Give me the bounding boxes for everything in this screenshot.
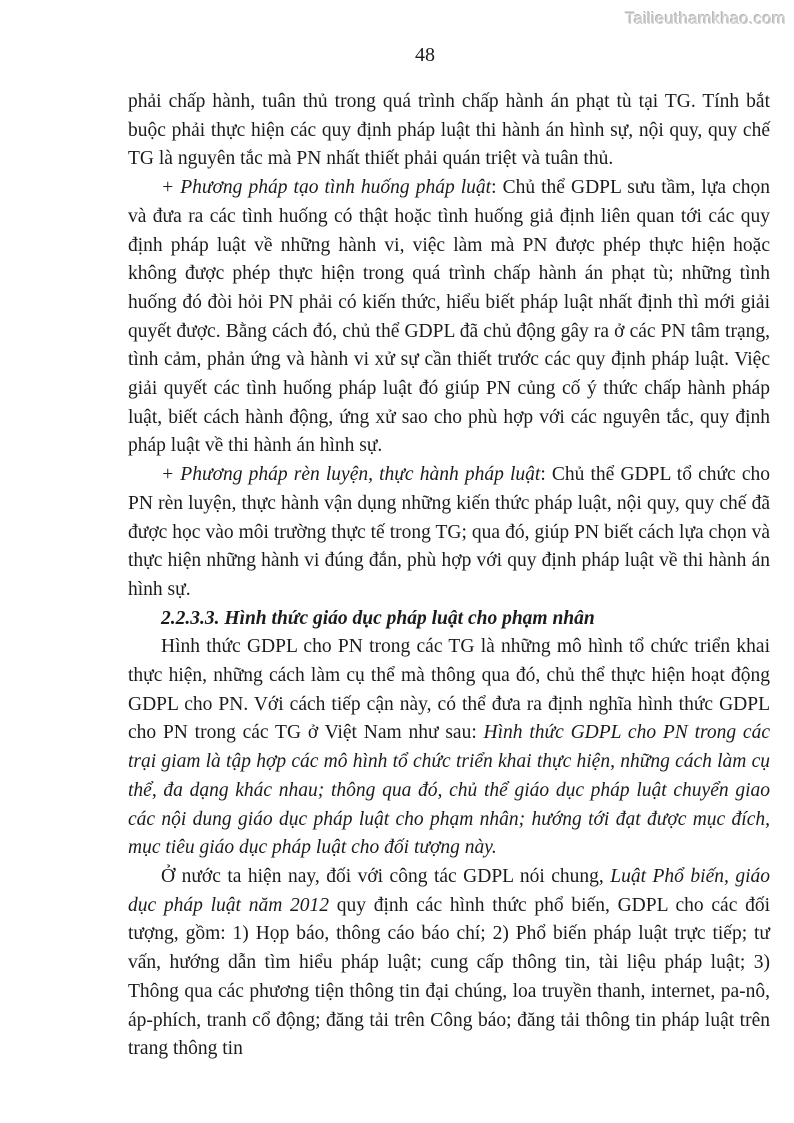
text-run: Hình thức GDPL cho PN trong các TG là những mô hình tổ chức triển khai thực hiện, những cách làm cụ thể mà thông qua đó, chủ thể thực hiện hoạt động GDPL cho PN. Với cách tiếp cận này, có thể đưa ra định nghĩa hình thức GDPL cho PN trong các TG ở Việt Nam như sau:	[128, 636, 770, 744]
text-run: Ở nước ta hiện nay, đối với công tác GDPL nói chung,	[161, 865, 611, 887]
text-run: Hình thức GDPL cho PN trong các trại giam là tập hợp các mô hình tổ chức triển khai thực hiện, những cách làm cụ thể, đa dạng khác nhau; thông qua đó, chủ thể giáo dục pháp luật chuyển giao các nội dung giáo dục pháp luật cho phạm nhân; hướng tới đạt được mục đích, mục tiêu giáo dục pháp luật cho đối tượng này.	[128, 722, 770, 859]
paragraph-definition	[128, 633, 770, 863]
text-run: quy định các hình thức phổ biến, GDPL cho các đối tượng, gồm: 1) Họp báo, thông cáo báo chí; 2) Phổ biến pháp luật trực tiếp; tư vấn, hướng dẫn tìm hiểu pháp luật; cung cấp thông tin, tài liệu pháp luật; 3) Thông qua các phương tiện thông tin đại chúng, loa truyền thanh, internet, pa-nô, áp-phích, tranh cổ động; đăng tải trên Công báo; đăng tải thông tin pháp luật trên trang thông tin	[128, 894, 771, 1060]
paragraph-method-practice	[128, 461, 770, 605]
paragraph-law-forms	[128, 863, 770, 1064]
text-run: + Phương pháp rèn luyện, thực hành pháp luật	[161, 464, 541, 486]
text-run: phải chấp hành, tuân thủ trong quá trình chấp hành án phạt tù tại TG. Tính bắt buộc phải thực hiện các quy định pháp luật thi hành án hình sự, nội quy, quy chế TG là nguyên tắc mà PN nhất thiết phải quán triệt và tuân thủ.	[128, 91, 770, 170]
text-run: Luật Phổ biến, giáo dục pháp luật năm 2012	[128, 865, 771, 916]
text-run: : Chủ thể GDPL sưu tầm, lựa chọn và đưa ra các tình huống có thật hoặc tình huống giả định liên quan tới các quy định pháp luật về những hành vi, việc làm mà PN được phép thực hiện hoặc không được phép thực hiện trong quá trình chấp hành án phạt tù; những tình huống đó đòi hỏi PN phải có kiến thức, hiểu biết pháp luật nhất định thì mới giải quyết được. Bằng cách đó, chủ thể GDPL đã chủ động gây ra ở các PN tâm trạng, tình cảm, phản ứng và hành vi xử sự cần thiết trước các quy định pháp luật. Việc giải quyết các tình huống pháp luật đó giúp PN củng cố ý thức chấp hành pháp luật, biết cách hành động, ứng xử sao cho phù hợp với các nguyên tắc, quy định pháp luật về thi hành án hình sự.	[128, 177, 770, 457]
text-run: + Phương pháp tạo tình huống pháp luật	[161, 177, 492, 199]
paragraph-method-situation	[128, 174, 770, 461]
site-watermark: Tailieuthamkhao.com	[625, 10, 786, 28]
text-run: : Chủ thể GDPL tổ chức cho PN rèn luyện, thực hành vận dụng những kiến thức pháp luật, nội quy, quy chế đã được học vào môi trường thực tế trong TG; qua đó, giúp PN biết cách lựa chọn và thực hiện những hành vi đúng đắn, phù hợp với quy định pháp luật về thi hành án hình sự.	[128, 464, 770, 600]
page-content	[128, 88, 770, 1064]
text-run: 2.2.3.3. Hình thức giáo dục pháp luật cho phạm nhân	[161, 607, 595, 629]
page-number: 48	[415, 44, 435, 66]
paragraph-continuation	[128, 88, 770, 174]
section-heading	[128, 605, 770, 634]
